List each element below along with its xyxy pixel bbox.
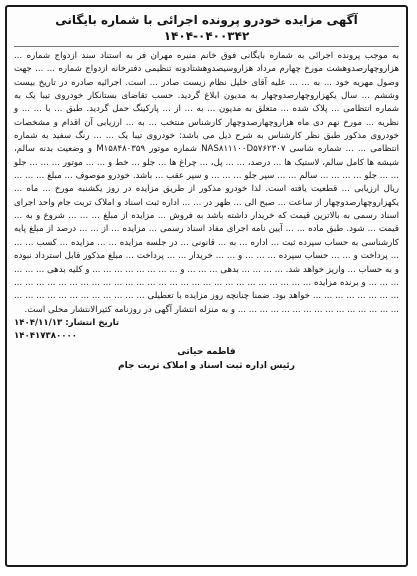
publication-date: تاریخ انتشار: ۱۴۰۴/۱۱/۱۳ — [14, 317, 120, 328]
signer-name: فاطمه حیاتی — [177, 346, 236, 357]
notice-reference-number: ۱۴۰۴۱۷۳۸۰۰۰۰ — [14, 330, 77, 341]
notice-title: آگهی مزایده خودرو پرونده اجرائی با شماره بایگانی ۰۴۰۰۳۴۲-۱۴۰۴ — [14, 12, 399, 47]
signer-role: رئیس اداره ثبت اسناد و املاک تربت جام — [117, 360, 295, 371]
signature-block — [14, 345, 399, 373]
auction-notice — [5, 5, 408, 567]
notice-body: به موجب پرونده اجرائی به شماره بایگانی فوق خانم منیره مهران فر به استناد سند ازدواج شماره ... هزاروچهارصدوهشت مورخ چهارم مرداد هزاروسیصدوهشتادونه تنظیمی دفترخانه ازدواج شماره ... ... جهت وصول مهریه خود ... به ... ... علیه آقای خلیل نظام زیست صادر ... است. اجرائیه صادره در تاریخ بیست وششم ... سال یکهزاروچهارصدوچهار به مدیون ابلاغ گردید. حسب تقاضای بستانکار خودروی تیبا یک به شماره انتظامی ... پلاک شده ... متعلق به مدیون ... به ... از ... پارکینگ حمل گردید. طبق ... با ... ... و نظریه ... مورخ نهم دی ماه هزاروچهارصدوچهار کارشناس منتخب ... به ... ارزیابی آن اقدام و مشخصات خودروی مذکور طبق نظر کارشناس به شرح ذیل می باشد: خودروی تیبا یک ... ... رنگ سفید به شماره انتظامی ... ... شماره شاسی NAS۸۱۱۱۰۰D۵۷۶۲۳۰۷ شماره موتور M۱۵۸۴۸۰۳۵۹ و وضعیت بدنه سالم، شیشه ها کامل سالم، لاستیک ها ... درصد، ... ... پل، ... چراغ ها ... جلو ... خط و ... ... موتور ... ... ... جلو ... ... جلو ... ... ... ... سالم ... ... سپر جلو ... ... ... و سپر عقب ... باشد. خودرو موصوف ... مبلغ ... ... ... ریال ارزیابی ... قطعیت یافته است. لذا خودرو مذکور از طریق مزایده در روز یکشنبه مورخ ... ماه ... یکهزاروچهارصدوچهار از ساعت ... صبح الی ... ظهر در ... ... اداره ثبت اسناد و املاک تربت جام واحد اجرای اسناد رسمی به بالاترین قیمت که خریدار داشته باشد به فروش ... مزایده از مبلغ ... ... ... شروع و به ... قیمت ... شود. طبق ماده ... ... آیین نامه اجرای مفاد اسناد رسمی ... مزایده ... از ... ... درصد از مبلغ پایه کارشناسی به حساب سپرده ثبت ... اداره ... به ... قانونی ... در جلسه مزایده ... ... مزایده ... کسب ... ... ... پرداخت و ... ... حساب سپرده ... ... ... و ... ... خریدار ... ... پرداخت ... مبلغ مذکور قابل استرداد نبوده و به حساب ... واریز خواهد شد. ... ... ... ... بدهی ... ... ... و ... ... ... ... ... ... ... ... و کلیه بدهی ... ... ... ... ... ... و برنده مزایده ... ... ... ... ... ... ... ... ... ... ... ... ... ... ... ... ... ... ... ... ... ... ... ... ... ... ... ... ... ... ... ... ... ... ... خواهد بود. ضمنا چنانچه روز مزایده با تعطیلی ... ... ... ... ... ... ... ... ... ... ... ... ... ... ... ... ... ... ... ... ... ... ... ... ... ... ... و به منزله انتشار آگهی در روزنامه کثیرالانتشار محلی است. — [14, 51, 399, 315]
